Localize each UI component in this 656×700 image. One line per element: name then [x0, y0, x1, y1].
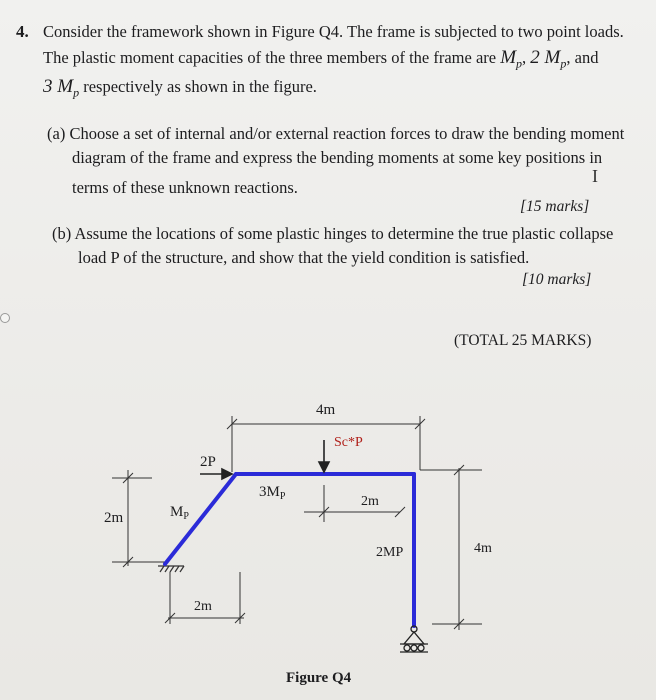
- member-top-label: $3M_P$: [259, 484, 286, 502]
- part-a-line-2: diagram of the frame and express the bending moments at some key positions in: [72, 148, 603, 167]
- part-a-line-3: terms of these unknown reactions.: [72, 178, 298, 197]
- figure-caption: Figure Q4: [286, 670, 352, 686]
- intro-line-3-text: respectively as shown in the figure.: [83, 77, 317, 96]
- pin-roller-support: [400, 626, 428, 652]
- total-marks: (TOTAL 25 MARKS): [454, 332, 592, 349]
- intro-line-1: Consider the framework shown in Figure Q4. The frame is subjected to two point loads.: [43, 22, 624, 41]
- fixed-support: [158, 566, 184, 572]
- two-mp-subscript: p: [560, 56, 567, 71]
- bottom-dim-label: 2m: [194, 599, 212, 614]
- load-arrow-left: [200, 469, 232, 479]
- load-arrow-right: [319, 440, 329, 472]
- question-number: 4.: [16, 22, 29, 41]
- mp-subscript: p: [516, 56, 523, 71]
- member-right-label: 2MP: [376, 545, 404, 560]
- part-b-text-1: Assume the locations of some plastic hinges to determine the true plastic collapse: [74, 224, 614, 243]
- mp-symbol: M: [500, 47, 517, 68]
- top-dim-label: 4m: [316, 402, 336, 418]
- member-left-label: $M_P$: [170, 504, 189, 522]
- part-b-marks: [10 marks]: [522, 271, 592, 288]
- left-height-label: 2m: [104, 510, 124, 526]
- and-word: and: [574, 48, 599, 67]
- mid-dim-label: 2m: [361, 494, 379, 509]
- load-left-label: 2P: [200, 454, 216, 470]
- right-height-label: 4m: [474, 541, 492, 556]
- part-b-label: (b): [52, 224, 72, 243]
- part-a-label: (a): [47, 124, 66, 143]
- part-b-line-2: load P of the structure, and show that the yield condition is satisfied.: [78, 248, 530, 267]
- load-right-label: Sc*P: [334, 435, 363, 450]
- three-mp-symbol: 3 M: [43, 76, 74, 97]
- part-a-marks: [15 marks]: [520, 198, 590, 215]
- three-mp-subscript: p: [73, 85, 80, 100]
- part-a-text-1: Choose a set of internal and/or external reaction forces to draw the bending moment: [69, 124, 625, 143]
- text-cursor-icon: I: [592, 166, 598, 186]
- two-mp-symbol: 2 M: [530, 47, 561, 68]
- intro-line-2: The plastic moment capacities of the three members of the frame are $M_p$, 2 $M_p$, and: [43, 47, 599, 71]
- intro-line-2-text: The plastic moment capacities of the three members of the frame are: [43, 48, 497, 67]
